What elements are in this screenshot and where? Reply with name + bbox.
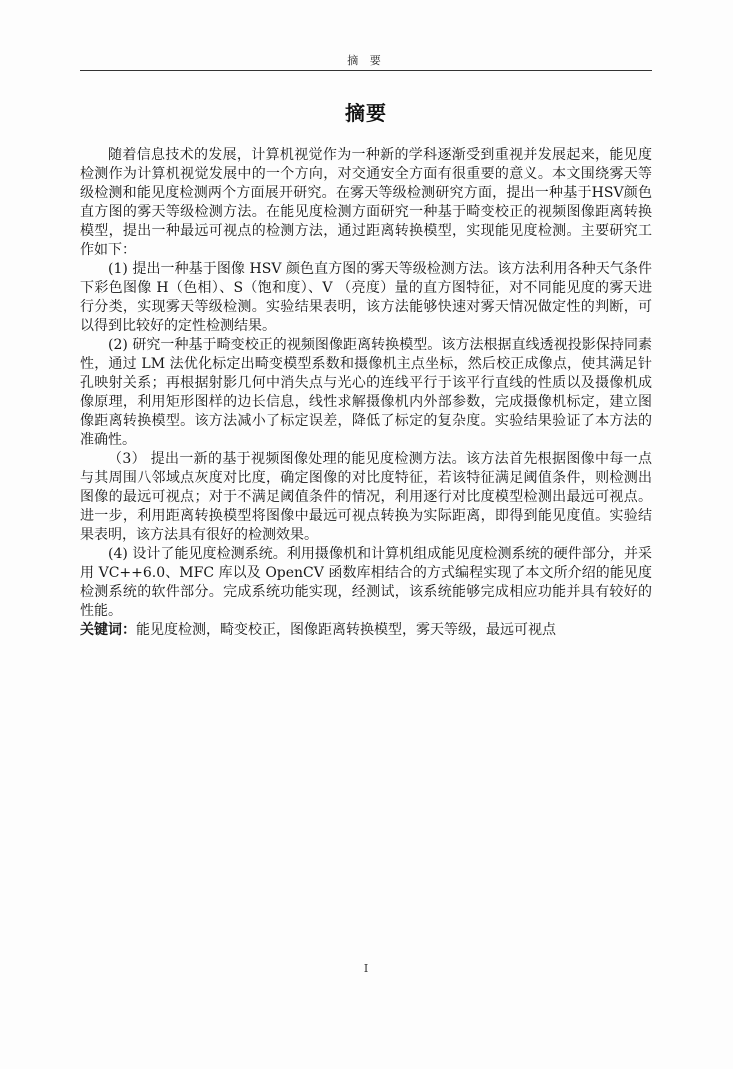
- keywords-text: 能见度检测，畸变校正，图像距离转换模型，雾天等级，最远可视点: [136, 622, 556, 638]
- abstract-item-2-paragraph: (2) 研究一种基于畸变校正的视频图像距离转换模型。该方法根据直线透视投影保持同素性，通过 LM 法优化标定出畸变模型系数和摄像机主点坐标，然后校正成像点，使其满足针孔映射关系；再根据射影几何中消失点与光心的连线平行于该平行直线的性质以及摄像机成像原理，利用矩形图样的边长信息，线性求解摄像机内外部参数，完成摄像机标定，建立图像距离转换模型。该方法减小了标定误差，降低了标定的复杂度。实验结果验证了本方法的准确性。: [80, 337, 652, 448]
- abstract-item-4-paragraph: (4) 设计了能见度检测系统。利用摄像机和计算机组成能见度检测系统的硬件部分，并采用 VC++6.0、MFC 库以及 OpenCV 函数库相结合的方式编程实现了本文所介绍的能见度检测系统的软件部分。完成系统功能实现，经测试，该系统能够完成相应功能并具有较好的性能。: [80, 546, 652, 619]
- abstract-intro-paragraph: 随着信息技术的发展，计算机视觉作为一种新的学科逐渐受到重视并发展起来，能见度检测作为计算机视觉发展中的一个方向，对交通安全方面有很重要的意义。本文围绕雾天等级检测和能见度检测两个方面展开研究。在雾天等级检测研究方面，提出一种基于HSV颜色直方图的雾天等级检测方法。在能见度检测方面研究一种基于畸变校正的视频图像距离转换模型，提出一种最远可视点的检测方法，通过距离转换模型，实现能见度检测。主要研究工作如下：: [80, 147, 652, 258]
- abstract-body: [80, 146, 652, 640]
- keywords-line: [80, 621, 652, 640]
- abstract-item-1-paragraph: (1) 提出一种基于图像 HSV 颜色直方图的雾天等级检测方法。该方法利用各种天气条件下彩色图像 H（色相）、S（饱和度）、V （亮度）量的直方图特征，对不同能见度的雾天进行分类，实现雾天等级检测。实验结果表明，该方法能够快速对雾天情况做定性的判断，可以得到比较好的定性检测结果。: [80, 261, 652, 334]
- keywords-label: 关键词：: [80, 622, 136, 638]
- header-rule: [80, 70, 652, 71]
- page-title: 摘要: [345, 101, 387, 125]
- abstract-item-3-paragraph: （3） 提出一新的基于视频图像处理的能见度检测方法。该方法首先根据图像中每一点与其周围八邻域点灰度对比度，确定图像的对比度特征，若该特征满足阈值条件，则检测出图像的最远可视点；对于不满足阈值条件的情况，利用逐行对比度模型检测出最远可视点。进一步，利用距离转换模型将图像中最远可视点转换为实际距离，即得到能见度值。实验结果表明，该方法具有很好的检测效果。: [80, 451, 652, 543]
- running-header: 摘 要: [347, 54, 385, 67]
- page-number: I: [363, 962, 369, 975]
